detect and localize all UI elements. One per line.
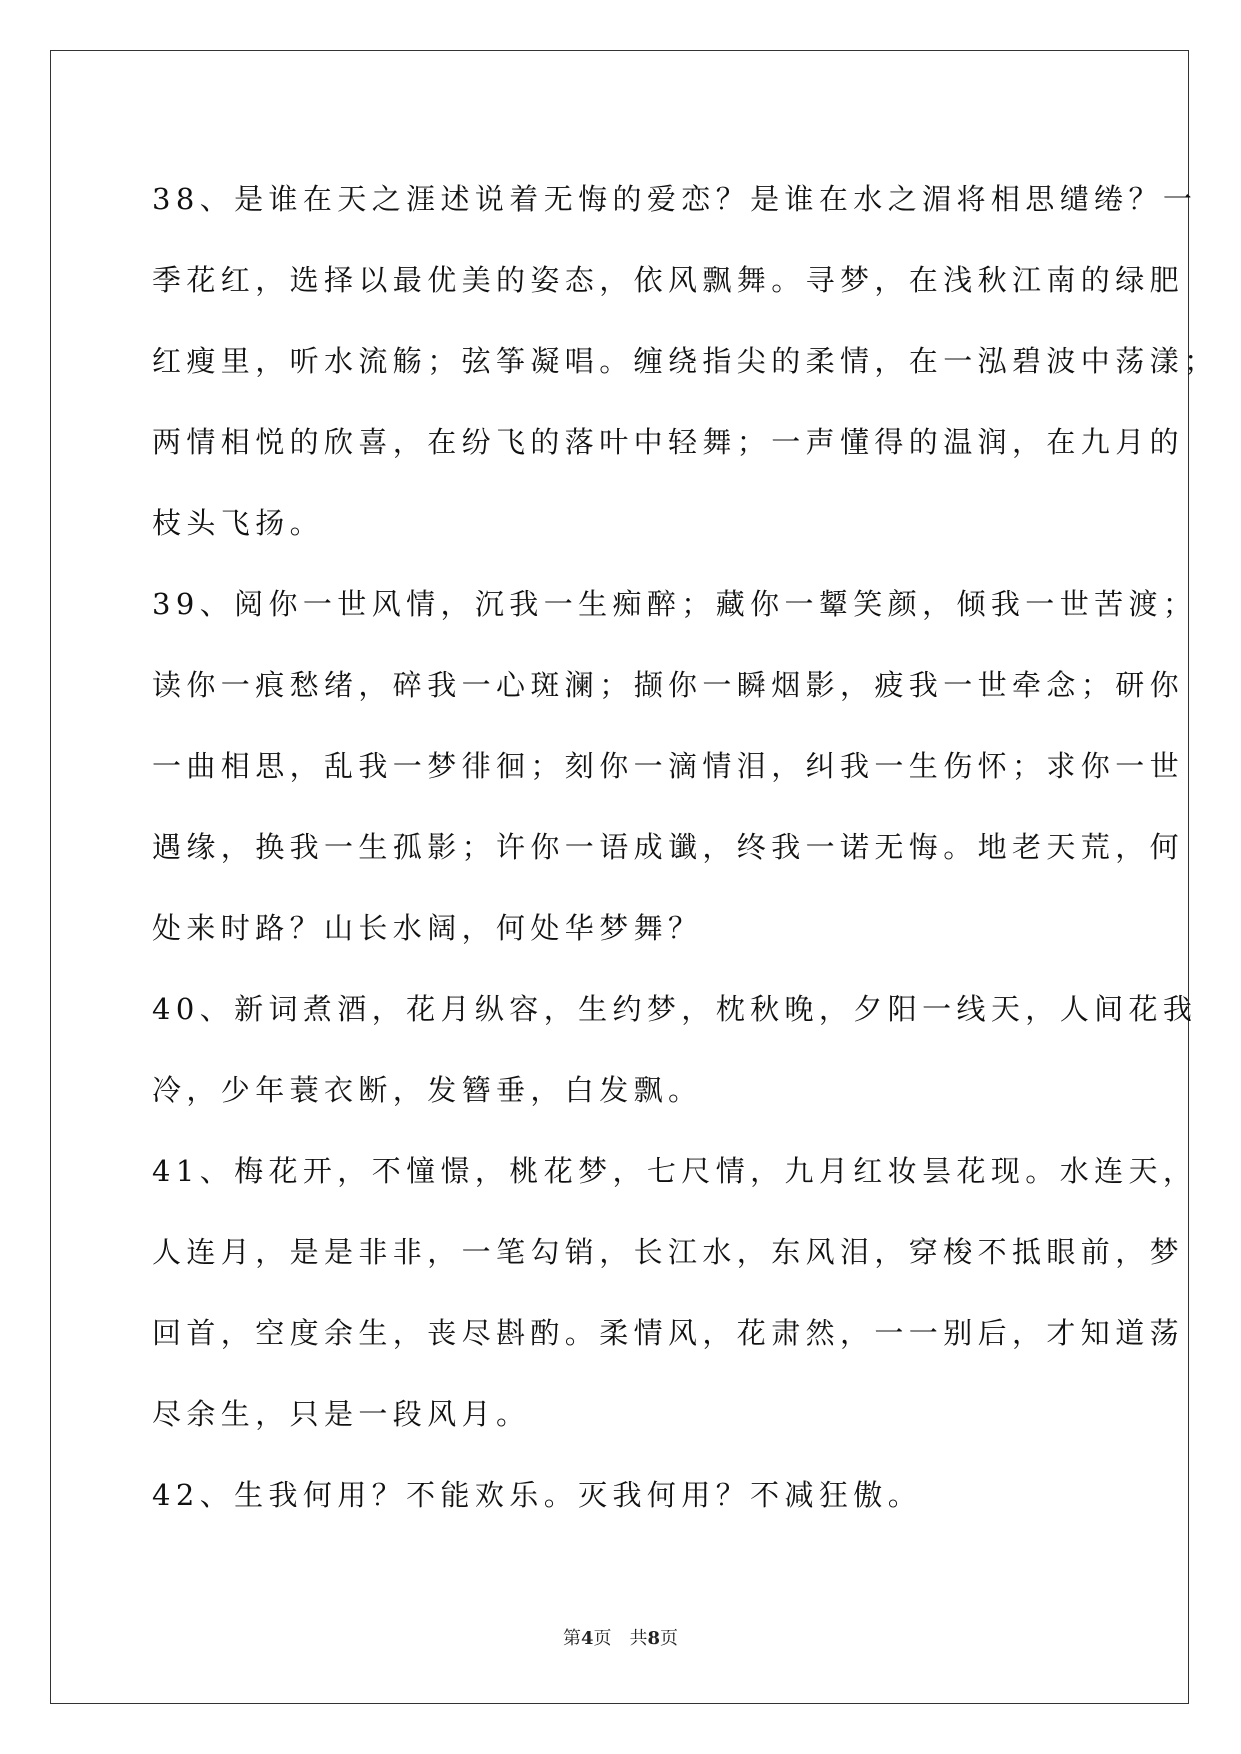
text-line: 冷，少年蓑衣断，发簪垂，白发飘。	[152, 1073, 703, 1107]
paragraph-38	[152, 159, 1219, 564]
total-label-suffix: 页	[660, 1628, 679, 1649]
page-label-suffix: 页	[593, 1628, 612, 1649]
text-line: 40、新词煮酒，花月纵容，生约梦，枕秋晚，夕阳一线天，人间花我	[152, 992, 1198, 1026]
text-line: 人连月，是是非非，一笔勾销，长江水，东风泪，穿梭不抵眼前，梦	[152, 1235, 1185, 1269]
text-line: 枝头飞扬。	[152, 506, 325, 540]
text-line: 38、是谁在天之涯述说着无悔的爱恋？是谁在水之湄将相思缱绻？一	[152, 182, 1198, 216]
paragraph-41	[152, 1131, 1198, 1455]
text-line: 处来时路？山长水阔，何处华梦舞？	[152, 911, 703, 945]
page-footer	[0, 1624, 1241, 1650]
text-line: 季花红，选择以最优美的姿态，依风飘舞。寻梦，在浅秋江南的绿肥	[152, 263, 1185, 297]
page-label-prefix: 第	[562, 1628, 581, 1649]
text-line: 39、阅你一世风情，沉我一生痴醉；藏你一颦笑颜，倾我一世苦渡；	[152, 587, 1198, 621]
page-number: 4	[580, 1628, 594, 1649]
total-label-prefix: 共	[629, 1628, 648, 1649]
paragraph-39	[152, 564, 1198, 969]
text-line: 遇缘，换我一生孤影；许你一语成谶，终我一诺无悔。地老天荒，何	[152, 830, 1185, 864]
text-line: 两情相悦的欣喜，在纷飞的落叶中轻舞；一声懂得的温润，在九月的	[152, 425, 1185, 459]
text-line: 一曲相思，乱我一梦徘徊；刻你一滴情泪，纠我一生伤怀；求你一世	[152, 749, 1185, 783]
text-line: 回首，空度余生，丧尽斟酌。柔情风，花肃然，一一别后，才知道荡	[152, 1316, 1185, 1350]
total-pages: 8	[647, 1628, 661, 1649]
text-line: 尽余生，只是一段风月。	[152, 1397, 531, 1431]
text-line: 42、生我何用？不能欢乐。灭我何用？不减狂傲。	[152, 1478, 923, 1512]
paragraph-40	[152, 969, 1198, 1131]
text-line: 红瘦里，听水流觞；弦筝凝唱。缠绕指尖的柔情，在一泓碧波中荡漾；	[152, 344, 1219, 378]
text-line: 41、梅花开，不憧憬，桃花梦，七尺情，九月红妆昙花现。水连天，	[152, 1154, 1198, 1188]
paragraph-42	[152, 1455, 1092, 1536]
text-line: 读你一痕愁绪，碎我一心斑澜；撷你一瞬烟影，疲我一世牵念；研你	[152, 668, 1185, 702]
document-body	[152, 159, 1219, 1536]
